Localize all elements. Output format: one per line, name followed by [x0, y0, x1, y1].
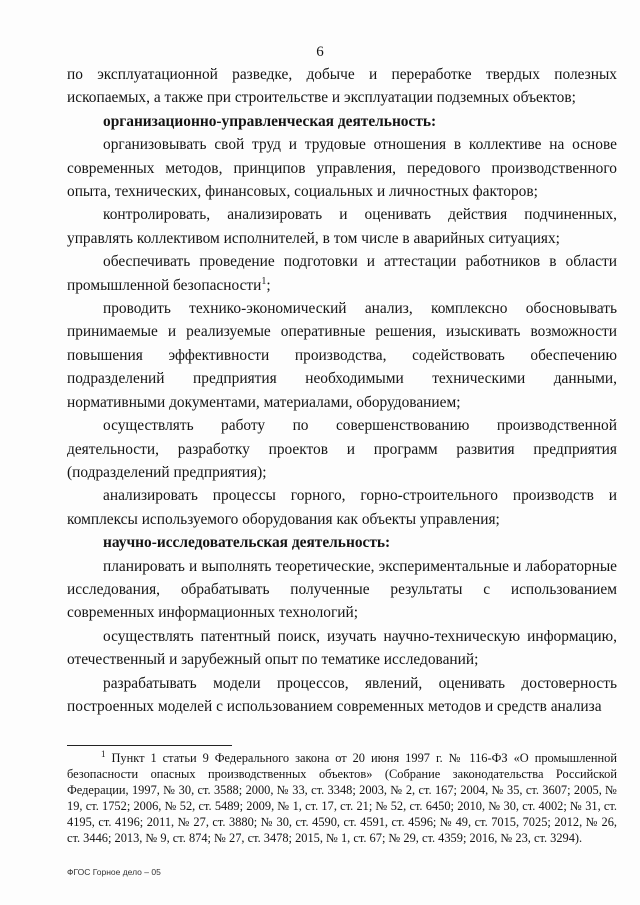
paragraph: проводить технико-экономический анализ, комплексно обосновывать принимаемые и реализуемые оперативные решения, изыскивать возможности повышения эффективности производства, содействовать обеспечению подразделений предприятия необходимыми техническими данными, нормативными документами, материалами, оборудованием;	[67, 300, 617, 411]
section-heading-organizational: организационно-управленческая деятельность:	[103, 112, 437, 130]
paragraph: организовывать свой труд и трудовые отношения в коллективе на основе современных методов, принципов управления, передового производственного опыта, технических, финансовых, социальных и личностных факторов;	[67, 136, 617, 201]
paragraph: осуществлять патентный поиск, изучать научно-техническую информацию, отечественный и зарубежный опыт по тематике исследований;	[67, 627, 617, 669]
footnote	[67, 750, 617, 846]
paragraph: по эксплуатационной разведке, добыче и переработке твердых полезных ископаемых, а также при строительстве и эксплуатации подземных объектов;	[67, 66, 617, 107]
paragraph: анализировать процессы горного, горно-строительного производств и комплексы используемого оборудования как объекты управления;	[67, 487, 617, 528]
footnote-mark: 1	[101, 748, 106, 759]
paragraph-tail: ;	[266, 276, 271, 294]
paragraph: планировать и выполнять теоретические, экспериментальные и лабораторные исследования, обрабатывать полученные результаты с использованием современных информационных технологий;	[67, 557, 617, 622]
paragraph: разрабатывать модели процессов, явлений, оценивать достоверность построенных моделей с использованием современных методов и средств анализа	[67, 674, 617, 715]
page-footer: ФГОС Горное дело – 05	[67, 867, 161, 877]
footnote-separator	[67, 745, 232, 746]
section-heading-research: научно-исследовательская деятельность:	[103, 534, 391, 552]
page-number: 6	[316, 44, 324, 60]
document-body	[67, 63, 617, 718]
paragraph-text: обеспечивать проведение подготовки и аттестации работников в области промышленной безопасности	[67, 253, 617, 294]
paragraph-with-footnote-ref	[67, 250, 617, 297]
paragraph: контролировать, анализировать и оценивать действия подчиненных, управлять коллективом исполнителей, в том числе в аварийных ситуациях;	[67, 206, 617, 247]
footnote-text: Пункт 1 статьи 9 Федерального закона от 20 июня 1997 г. № 116-ФЗ «О промышленной безопасности опасных производственных объектов» (Собрание законодательства Российской Федерации, 1997, № 30, ст. 3588; 2000, № 33, ст. 3348; 2003, № 2, ст. 167; 2004, № 35, ст. 3607; 2005, № 19, ст. 1752; 2006, № 52, ст. 5489; 2009, № 1, ст. 17, ст. 21; № 52, ст. 6450; 2010, № 30, ст. 4002; № 31, ст. 4195, ст. 4196; 2011, № 27, ст. 3880; № 30, ст. 4590, ст. 4591, ст. 4596; № 49, ст. 7015, 7025; 2012, № 26, ст. 3446; 2013, № 9, ст. 874; № 27, ст. 3478; 2015, № 1, ст. 67; № 29, ст. 4359; 2016, № 23, ст. 3294).	[67, 751, 617, 845]
footnote-ref[interactable]: 1	[261, 275, 267, 287]
paragraph: осуществлять работу по совершенствованию производственной деятельности, разработку проектов и программ развития предприятия (подразделений предприятия);	[67, 417, 617, 481]
